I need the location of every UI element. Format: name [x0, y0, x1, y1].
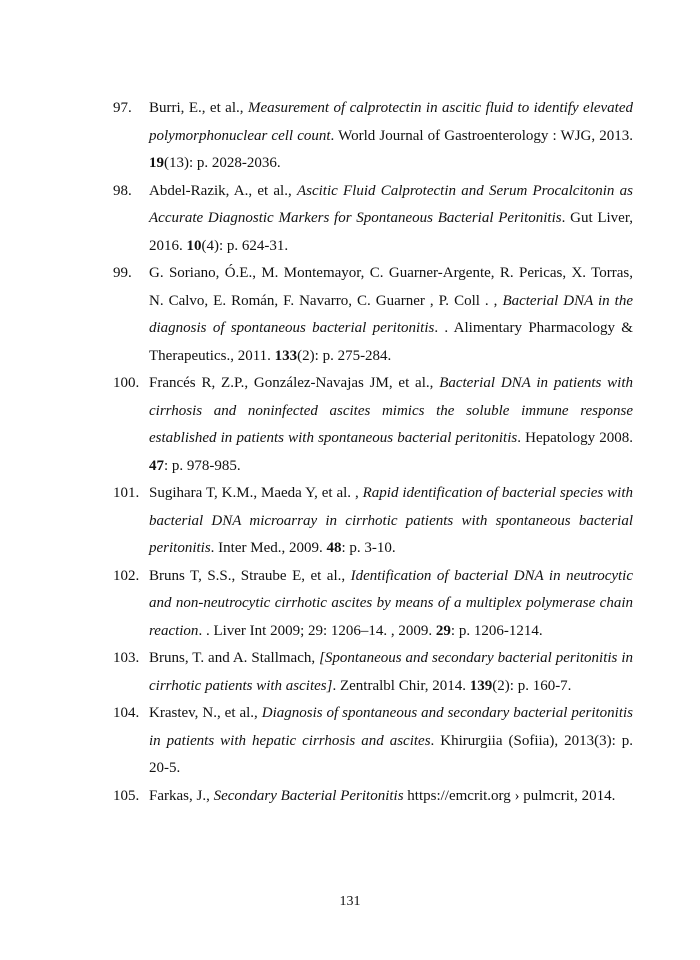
reference-source: . . Liver Int 2009; 29: 1206–14. , 2009.	[198, 622, 436, 639]
reference-source: . Inter Med., 2009.	[210, 540, 327, 556]
reference-title: Secondary Bacterial Peritonitis	[213, 787, 404, 804]
reference-number: 101.	[113, 485, 140, 501]
reference-98	[113, 178, 633, 261]
reference-pages: : p. 3-10.	[341, 540, 396, 556]
reference-title: Bacterial DNA in the diagnosis of spontaneous bacterial peritonitis	[149, 292, 633, 336]
reference-number: 97.	[113, 100, 132, 116]
reference-number: 105.	[113, 787, 140, 804]
reference-title: Identification of bacterial DNA in neutrocytic and non-neutrocytic cirrhotic ascites by means of a multiplex polymerase chain reaction	[149, 567, 633, 639]
reference-number: 103.	[113, 650, 140, 666]
reference-text	[149, 370, 633, 480]
reference-volume: 10	[186, 237, 202, 254]
reference-authors: G. Soriano, Ó.E., M. Montemayor, C. Guarner-Argente, R. Pericas, X. Torras, N. Calvo, E. Román, F. Navarro, C. Guarner , P. Coll . ,	[149, 265, 633, 309]
reference-number: 104.	[113, 705, 140, 721]
reference-title: Measurement of calprotectin in ascitic fluid to identify elevated polymorphonuclear cell count	[149, 100, 634, 144]
reference-title: Ascitic Fluid Calprotectin and Serum Procalcitonin as Accurate Diagnostic Markers for Spontaneous Bacterial Peritonitis	[149, 182, 633, 226]
reference-100	[113, 370, 633, 480]
reference-text	[149, 480, 633, 563]
reference-authors: Sugihara T, K.M., Maeda Y, et al. ,	[149, 485, 363, 501]
reference-title: [Spontaneous and secondary bacterial peritonitis in cirrhotic patients with ascites]	[149, 650, 634, 694]
reference-102	[113, 563, 633, 646]
reference-105	[113, 783, 633, 811]
reference-authors: Abdel-Razik, A., et al.,	[149, 182, 297, 199]
reference-source: . Hepatology 2008.	[517, 430, 633, 446]
reference-number: 99.	[113, 265, 132, 281]
reference-103	[113, 645, 633, 700]
reference-text	[149, 700, 633, 783]
reference-text	[149, 95, 633, 178]
reference-authors: Bruns T, S.S., Straube E, et al.,	[149, 567, 351, 584]
reference-title: Rapid identification of bacterial species with bacterial DNA microarray in cirrhotic patients with spontaneous bacterial peritonitis	[149, 485, 634, 556]
reference-volume: 139	[469, 677, 493, 694]
reference-pages: : p. 1206-1214.	[450, 622, 543, 639]
reference-volume: 133	[274, 347, 298, 364]
reference-99	[113, 260, 633, 370]
reference-pages: (2): p. 160-7.	[492, 677, 572, 694]
reference-pages: (13): p. 2028-2036.	[164, 155, 281, 171]
reference-authors: Bruns, T. and A. Stallmach,	[149, 650, 320, 666]
page-number: 131	[339, 894, 361, 909]
reference-pages: (4): p. 624-31.	[201, 237, 289, 254]
reference-title: Diagnosis of spontaneous and secondary bacterial peritonitis in patients with hepatic cirrhosis and ascites	[149, 705, 633, 749]
reference-101	[113, 480, 633, 563]
reference-source: https://emcrit.org › pulmcrit, 2014.	[403, 787, 616, 804]
reference-volume: 47	[149, 457, 164, 474]
reference-volume: 29	[435, 622, 451, 639]
reference-volume: 48	[326, 540, 342, 556]
reference-volume: 19	[149, 155, 164, 171]
reference-title: Bacterial DNA in patients with cirrhosis and noninfected ascites mimics the soluble immune response established in patients with spontaneous bacterial peritonitis	[149, 375, 633, 446]
reference-text	[149, 563, 633, 646]
reference-number: 100.	[113, 375, 140, 391]
reference-104	[113, 700, 633, 783]
reference-source: . Zentralbl Chir, 2014.	[332, 677, 470, 694]
reference-list	[113, 95, 633, 810]
reference-source: . World Journal of Gastroenterology : WJG, 2013.	[330, 127, 633, 144]
reference-text	[149, 260, 633, 370]
reference-pages: (2): p. 275-284.	[297, 347, 392, 364]
reference-authors: Burri, E., et al.,	[149, 100, 248, 116]
reference-authors: Francés R, Z.P., González-Navajas JM, et al.,	[149, 375, 440, 391]
reference-text	[149, 645, 633, 700]
reference-97	[113, 95, 633, 178]
reference-source: . Gut Liver, 2016.	[149, 210, 633, 254]
reference-pages: : p. 978-985.	[164, 457, 241, 474]
reference-authors: Farkas, J.,	[149, 787, 214, 804]
reference-number: 98.	[113, 182, 132, 199]
reference-source: . Khirurgiia (Sofiia), 2013(3): p. 20-5.	[149, 732, 633, 776]
reference-text	[149, 783, 633, 811]
reference-text	[149, 178, 633, 261]
reference-source: . . Alimentary Pharmacology & Therapeutics., 2011.	[149, 320, 633, 364]
reference-number: 102.	[113, 567, 140, 584]
reference-authors: Krastev, N., et al.,	[149, 705, 262, 721]
